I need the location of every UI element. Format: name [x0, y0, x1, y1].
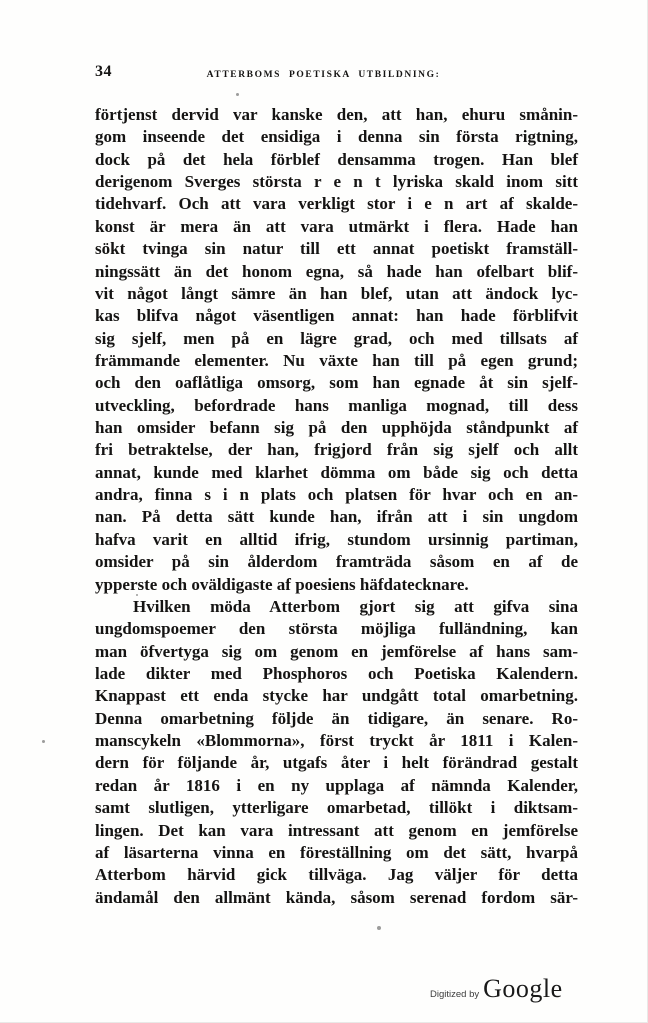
text-line: fri betraktelse, der han, frigjord från sig sjelf och allt — [95, 440, 578, 460]
running-header: ATTERBOMS POETISKA UTBILDNING: — [206, 70, 441, 80]
text-line: omsider på sin ålderdom framträda såsom en af de — [95, 552, 578, 572]
text-line: sig sjelf, men på en lägre grad, och med tillsats af — [95, 328, 578, 348]
text-line: lingen. Det kan vara intressant att genom en jemförelse — [95, 820, 578, 840]
google-logo: Google — [483, 974, 563, 1003]
text-line: derigenom Sverges största r e n t lyriska skald inom sitt — [95, 172, 578, 192]
text-line: Denna omarbetning följde än tidigare, än senare. Ro- — [95, 708, 578, 728]
text-line: ningssätt än det honom egna, så hade han ofelbart blif- — [95, 261, 578, 281]
text-line: han omsider befann sig på den upphöjda ståndpunkt af — [95, 418, 578, 438]
text-line: hafva varit en alltid ifrig, stundom ursinnig partiman, — [95, 529, 578, 549]
text-line: andra, finna s i n plats och platsen för hvar och en an- — [95, 485, 578, 505]
page-number: 34 — [95, 63, 112, 80]
google-watermark — [430, 974, 563, 1004]
text-line: gom inseende det ensidiga i denna sin första rigtning, — [95, 127, 578, 147]
text-line: dock på det hela förblef densamma trogen. Han blef — [95, 149, 578, 169]
body-text — [95, 104, 578, 909]
text-line: utveckling, befordrade hans manliga mognad, till dess — [95, 395, 578, 415]
text-line: samt slutligen, ytterligare omarbetad, tillökt i diktsam- — [95, 798, 578, 818]
text-line: sökt tvinga sin natur till ett annat poetiskt framställ- — [95, 239, 578, 259]
scan-speck — [377, 926, 381, 930]
text-line: kas blifva något väsentligen annat: han hade förblifvit — [95, 306, 578, 326]
text-line: man öfvertyga sig om genom en jemförelse af hans sam- — [95, 641, 578, 661]
text-line: manscykeln «Blommorna», först tryckt år 1811 i Kalen- — [95, 731, 578, 751]
text-line: och den oaflåtliga omsorg, som han egnade åt sin sjelf- — [95, 373, 578, 393]
text-line: lade dikter med Phosphoros och Poetiska Kalendern. — [95, 663, 578, 683]
scan-speck — [136, 594, 138, 596]
text-line: nan. På detta sätt kunde han, ifrån att i sin ungdom — [95, 507, 578, 527]
digitized-by-label: Digitized by — [430, 989, 480, 1000]
text-line: Knappast ett enda stycke har undgått total omarbetning. — [95, 686, 578, 706]
text-line: Hvilken möda Atterbom gjort sig att gifva sina — [133, 596, 578, 616]
text-line: främmande elementer. Nu växte han till på egen grund; — [95, 350, 578, 370]
text-line: dern för följande år, utgafs åter i helt förändrad gestalt — [95, 753, 578, 773]
text-line: Atterbom härvid gick tillväga. Jag väljer för detta — [95, 865, 578, 885]
text-line: redan år 1816 i en ny upplaga af nämnda Kalender, — [95, 775, 578, 795]
text-line: annat, kunde med klarhet dömma om både sig och detta — [95, 462, 578, 482]
text-line: af läsarterna vinna en föreställning om det sätt, hvarpå — [95, 842, 578, 862]
text-line: förtjenst dervid var kanske den, att han, ehuru smånin- — [95, 105, 578, 124]
text-line: ypperste och oväldigaste af poesiens häfdatecknare. — [95, 574, 469, 594]
text-line: konst är mera än att vara utmärkt i flera. Hade han — [95, 216, 578, 236]
text-line: vit något långt sämre än han blef, utan att ändock lyc- — [95, 283, 578, 303]
text-line: ändamål den allmänt kända, såsom serenad fordom sär- — [95, 887, 578, 907]
scan-speck — [236, 93, 239, 96]
text-line: ungdomspoemer den största möjliga fulländning, kan — [95, 619, 578, 639]
text-line: tidehvarf. Och att vara verkligt stor i e n art af skalde- — [95, 194, 578, 214]
scan-speck — [42, 740, 45, 743]
